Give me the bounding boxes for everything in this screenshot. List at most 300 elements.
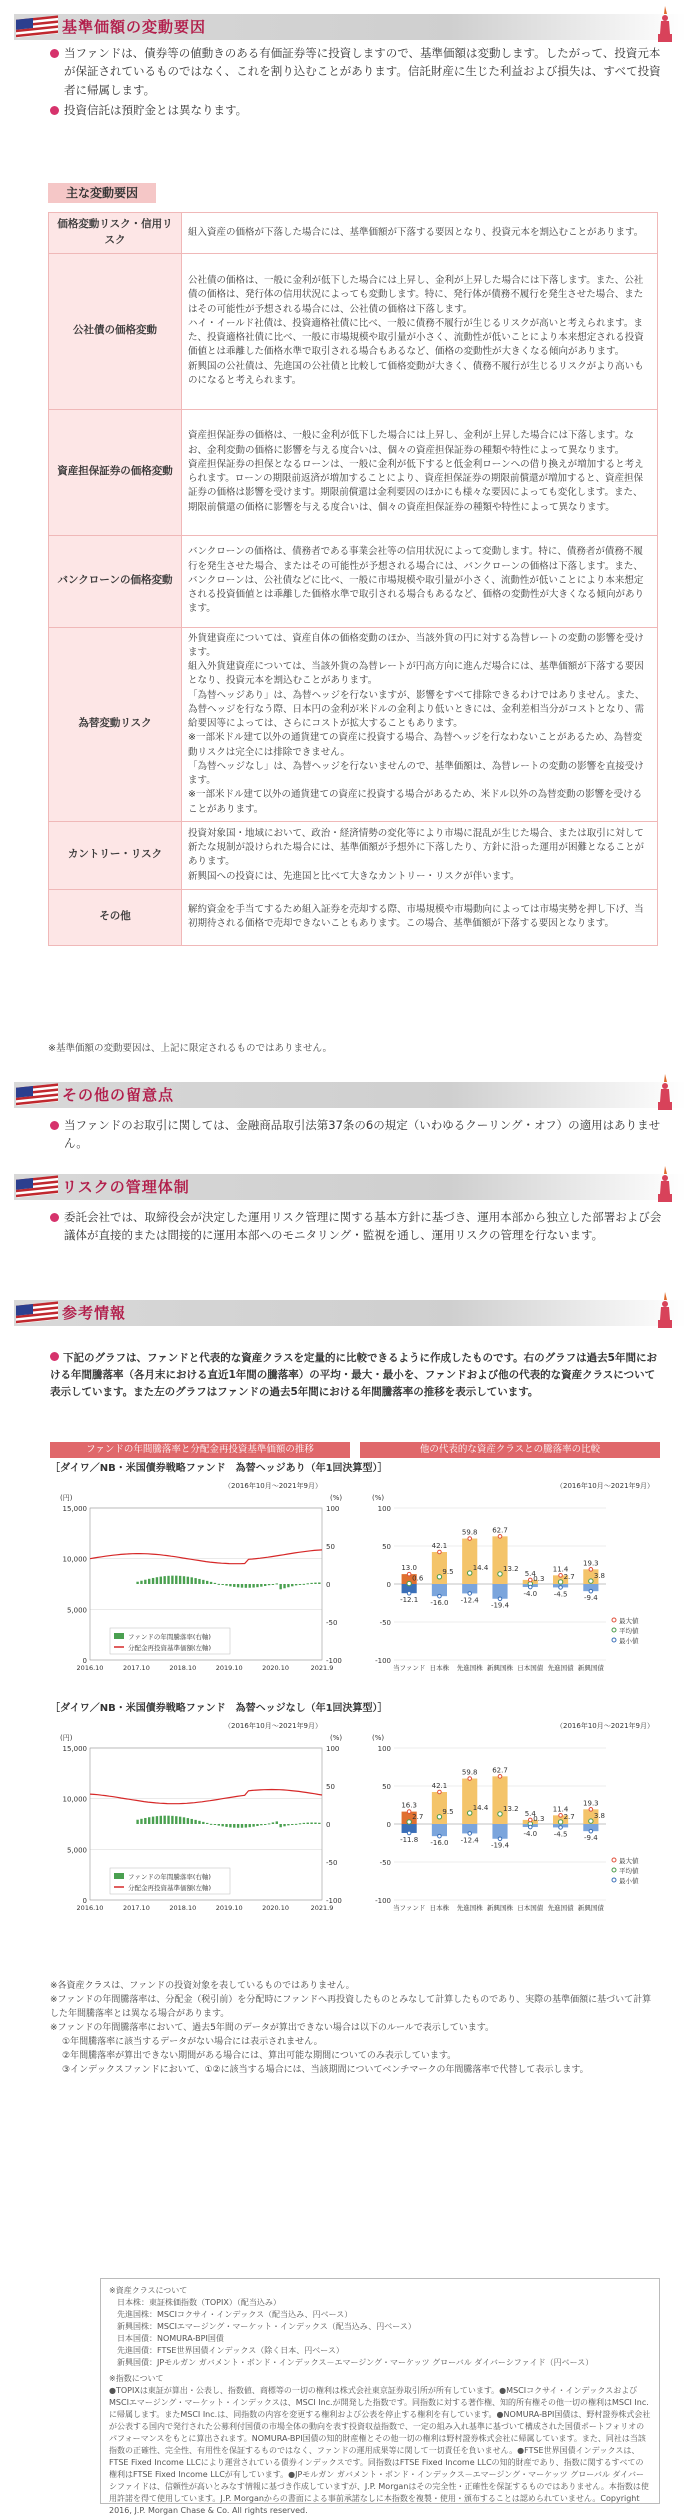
bullet-item: 委託会社では、取締役会が決定した運用リスク管理に関する基本方針に基づき、運用本部から独立した部署および会議体が直接的または間接的に運用本部へのモニタリング・監視を通し、運用リスクの管理を行ないます。 <box>50 1208 670 1245</box>
fund-return-bar <box>221 1824 223 1826</box>
max-marker <box>498 1535 502 1539</box>
max-marker <box>498 1775 502 1779</box>
fund-return-bar <box>283 1584 285 1588</box>
section-title: リスクの管理体制 <box>62 1178 190 1196</box>
fund-return-bar <box>256 1584 258 1587</box>
x-tick-label: 2019.10 <box>215 1904 243 1912</box>
max-marker <box>407 1810 411 1814</box>
fund-return-bar <box>160 1816 162 1824</box>
right-tick-label: 50 <box>326 1543 335 1551</box>
min-value-label: -9.4 <box>584 1834 598 1843</box>
fund-return-bar <box>171 1816 173 1824</box>
max-value-label: 11.4 <box>552 1805 569 1814</box>
category-label: 新興国債 <box>577 1664 604 1672</box>
avg-value-label: 0.6 <box>412 1574 424 1583</box>
fund-return-bar <box>191 1577 193 1584</box>
fund-return-bar <box>260 1584 262 1587</box>
right-tick-label: 0 <box>326 1821 331 1829</box>
left-tick-label: 0 <box>82 1657 87 1665</box>
table-row <box>49 627 658 821</box>
right-tick-label: -100 <box>326 1657 342 1665</box>
y-axis-unit: (%) <box>372 1494 385 1502</box>
left-tick-label: 10,000 <box>62 1795 87 1804</box>
fund-return-bar <box>175 1576 177 1584</box>
table-row <box>49 821 658 889</box>
avg-marker <box>558 1820 562 1824</box>
y-tick-label: 50 <box>382 1543 391 1551</box>
statue-of-liberty-icon <box>652 1290 678 1330</box>
min-value-label: -9.4 <box>584 1594 598 1603</box>
index-line: 先進国債：FTSE世界国債インデックス（除く日本、円ベース） <box>117 2346 344 2355</box>
min-marker <box>589 1829 593 1833</box>
footnote: ※ファンドの年間騰落率において、過去5年間のデータが算出できない場合は以下のルールで表示しています。 <box>50 2022 495 2033</box>
avg-value-label: 14.4 <box>472 1564 489 1573</box>
x-tick-label: 2020.10 <box>262 1664 290 1672</box>
legend-avg-marker <box>612 1868 616 1872</box>
factor-table <box>48 212 658 946</box>
fund-return-bar <box>202 1822 204 1824</box>
min-value-label: -16.0 <box>430 1839 449 1848</box>
min-marker <box>468 1592 472 1596</box>
nav-history-chart-hedged <box>50 1478 360 1688</box>
table-row <box>49 213 658 254</box>
min-value-label: -12.4 <box>460 1836 479 1845</box>
fund-return-bar <box>167 1816 169 1824</box>
risk-management-bullets <box>50 1208 670 1247</box>
legend-label-fund: ファンドの年間騰落率(右軸) <box>128 1873 211 1881</box>
fund-return-bar <box>272 1584 274 1585</box>
fund-return-bar <box>310 1822 312 1824</box>
left-chart-header: ファンドの年間騰落率と分配金再投資基準価額の推移 <box>50 1442 350 1458</box>
legend-max-marker <box>612 1618 616 1622</box>
factor-body: 外貨建資産については、資産自体の価格変動のほか、当該外貨の円に対する為替レートの変動の影響を受けます。 組入外貨建資産については、当該外貨の為替レートが円高方向に進んだ場合には、基準価額が下落する要因となり、投資元本を割込むことがあります。 「為替ヘッジあり」は、為替ヘッジを行ないますが、影響をすべて排除できるわけではありません。また、為替ヘッジを行なう際、日本円の金利が米ドルの金利より低いときには、金利差相当分がコストとなり、需給要因等によっては、さらにコストが拡大することもあります。 ※一部米ドル建て以外の通貨建ての資産に投資する場合、為替ヘッジを行なわないことがあるため、為替変動リスクは完全には排除できません。 「為替ヘッジなし」は、為替ヘッジを行ないませんので、基準価額は、為替レートの変動の影響を直接受けます。 ※一部米ドル建て以外の通貨建ての資産に投資する場合があるため、米ドル以外の為替変動の影響を受けることがあります。 <box>182 627 658 821</box>
max-marker <box>559 1574 563 1578</box>
max-marker <box>438 1550 442 1554</box>
fund-return-bar <box>318 1582 320 1584</box>
fund-return-bar <box>163 1816 165 1824</box>
y-tick-label: -100 <box>375 1897 391 1905</box>
chart-period: （2016年10月～2021年9月） <box>224 1722 322 1730</box>
max-value-label: 59.8 <box>461 1768 478 1777</box>
fund-title-hedged: ［ダイワ／NB・米国債券戦略ファンド 為替ヘッジあり（年1回決算型）］ <box>50 1463 388 1474</box>
fund-return-bar <box>249 1824 251 1827</box>
min-value-label: -12.1 <box>400 1596 419 1605</box>
avg-value-label: 13.2 <box>503 1564 519 1573</box>
fund-return-bar <box>268 1823 270 1824</box>
index-line: 先進国株：MSCIコクサイ・インデックス（配当込み、円ベース） <box>117 2310 353 2319</box>
legend-max-label: 最大値 <box>619 1617 639 1625</box>
fund-return-bar <box>191 1819 193 1824</box>
avg-value-label: 9.5 <box>442 1807 454 1816</box>
avg-marker <box>558 1580 562 1584</box>
fund-return-bar <box>279 1824 281 1827</box>
footnote: ※ファンドの年間騰落率は、分配金（税引前）を分配時にファンドへ再投資したものとみなして計算したものであり、実際の基準価額に基づいて計算した年間騰落率とは異なる場合があります。 <box>50 1994 652 2019</box>
us-flag-icon <box>14 1174 60 1200</box>
bullet-item: 当ファンドは、債券等の値動きのある有価証券等に投資しますので、基準価額は変動します。したがって、投資元本が保証されているものではなく、これを割り込むことがあります。信託財産に生じた利益および損失は、すべて投資者に帰属します。 <box>50 44 670 99</box>
min-value-label: -16.0 <box>430 1599 449 1608</box>
left-axis-unit: (円) <box>60 1734 73 1742</box>
fund-return-bar <box>194 1820 196 1824</box>
min-marker <box>589 1589 593 1593</box>
factor-head: 為替変動リスク <box>49 627 182 821</box>
avg-marker <box>589 1819 593 1823</box>
min-value-label: -4.5 <box>553 1590 568 1599</box>
avg-value-label: 14.4 <box>472 1804 489 1813</box>
section-title: その他の留意点 <box>62 1086 175 1104</box>
left-tick-label: 0 <box>82 1897 87 1905</box>
avg-marker <box>498 1812 502 1816</box>
fund-return-bar <box>303 1584 305 1585</box>
factor-head: カントリー・リスク <box>49 821 182 889</box>
section-header-reference <box>14 1300 686 1326</box>
category-label: 新興国株 <box>487 1664 513 1672</box>
fund-return-bar <box>287 1824 289 1825</box>
fund-return-bar <box>183 1817 185 1824</box>
statue-of-liberty-icon <box>652 1164 678 1204</box>
y-tick-label: 0 <box>386 1821 391 1829</box>
chart-period: （2016年10月～2021年9月） <box>556 1722 654 1730</box>
fund-return-bar <box>229 1824 231 1827</box>
y-tick-label: 100 <box>377 1505 391 1513</box>
fund-return-bar <box>264 1584 266 1586</box>
fund-return-bar <box>206 1823 208 1824</box>
us-flag-icon <box>14 1082 60 1108</box>
factor-head: バンクローンの価格変動 <box>49 535 182 627</box>
fund-return-bar <box>264 1824 266 1825</box>
avg-marker <box>407 1820 411 1824</box>
max-marker <box>438 1790 442 1794</box>
right-axis-unit: (%) <box>330 1734 343 1742</box>
fund-return-bar <box>303 1823 305 1824</box>
max-marker <box>528 1578 532 1582</box>
x-tick-label: 2017.10 <box>122 1664 150 1672</box>
fund-return-bar <box>299 1823 301 1824</box>
fund-return-bar <box>144 1580 146 1584</box>
footnote: ②年間騰落率が算出できない期間がある場合には、算出可能な期間についてのみ表示しています。 <box>62 2050 457 2061</box>
fund-return-bar <box>279 1584 281 1589</box>
nav-history-chart-unhedged <box>50 1718 360 1928</box>
fund-return-bar <box>148 1579 150 1584</box>
avg-marker <box>468 1811 472 1815</box>
nav-line <box>90 1550 322 1564</box>
fund-title-unhedged: ［ダイワ／NB・米国債券戦略ファンド 為替ヘッジなし（年1回決算型）］ <box>50 1703 388 1714</box>
footnote: ※各資産クラスは、ファンドの投資対象を表しているものではありません。 <box>50 1981 355 1991</box>
index-line: 新興国債：JPモルガン ガバメント・ボンド・インデックス－エマージング・マーケッツ グローバル ダイバーシファイド（円ベース） <box>117 2358 594 2367</box>
fund-return-bar <box>276 1821 278 1824</box>
factor-head: 資産担保証券の価格変動 <box>49 409 182 535</box>
section-title: 参考情報 <box>62 1304 127 1322</box>
x-tick-label: 2016.10 <box>76 1664 104 1672</box>
avg-value-label: 0.3 <box>533 1574 545 1583</box>
max-marker <box>407 1572 411 1576</box>
min-value-label: -19.4 <box>490 1601 510 1610</box>
fund-return-bar <box>179 1817 181 1824</box>
fund-return-bar <box>252 1584 254 1588</box>
right-tick-label: 100 <box>326 1745 340 1753</box>
fund-return-bar <box>187 1577 189 1584</box>
legend-avg-marker <box>612 1628 616 1632</box>
min-marker <box>559 1586 563 1590</box>
left-tick-label: 10,000 <box>62 1555 87 1564</box>
legend-label-nav: 分配金再投資基準価額(左軸) <box>128 1884 212 1892</box>
fund-return-bar <box>252 1824 254 1827</box>
min-marker <box>438 1594 442 1598</box>
avg-marker <box>589 1579 593 1583</box>
main-factors-label: 主な変動要因 <box>48 183 156 203</box>
fund-return-bar <box>245 1824 247 1828</box>
price-factor-bullets <box>50 44 670 122</box>
avg-marker <box>437 1815 441 1819</box>
fund-return-bar <box>229 1584 231 1586</box>
max-value-label: 62.7 <box>492 1526 508 1535</box>
x-tick-label: 2018.10 <box>169 1904 197 1912</box>
avg-marker <box>498 1572 502 1576</box>
statue-of-liberty-icon <box>652 1072 678 1112</box>
min-marker <box>559 1826 563 1830</box>
legend-avg-label: 平均値 <box>619 1867 639 1875</box>
min-value-label: -4.0 <box>523 1590 538 1599</box>
fund-return-bar <box>295 1584 297 1585</box>
fund-return-bar <box>256 1824 258 1826</box>
fund-return-bar <box>276 1583 278 1584</box>
index-line: 日本株：東証株価指数（TOPIX）（配当込み） <box>117 2298 281 2307</box>
max-bar <box>492 1776 507 1824</box>
index-line: ●TOPIXは東証が算出・公表し、指数値、商標等の一切の権利は株式会社東京証券取引所が所有しています。●MSCIコクサイ・インデックスおよびMSCIエマージング・マーケット・インデックスは、MSCI Inc.が開発した指数です。同指数に対する著作権、知的所有権その他一切の権利はMSCI Inc.に帰属します。またMSCI Inc.は、同指数の内容を変更する権利および公表を停止する権利を有しています。●NOMURA-BPI国債は、野村證券株式会社が公表する国内で発行された公募利付国債の市場全体の動向を表す投資収益指数で、一定の組み入れ基準に基づいて構成された国債ポートフォリオのパフォーマンスをもとに算出されます。NOMURA-BPI国債の知的財産権とその他一切の権利は野村證券株式会社に帰属しています。また、同社は当該指数の正確性、完全性、有用性を保証するものではなく、ファンドの運用成果等に関して一切責任を負いません。●FTSE世界国債インデックスは、FTSE Fixed Income LLCにより運営されている債券インデックスです。同指数はFTSE Fixed Income LLCの知的財産であり、指数に関するすべての権利はFTSE Fixed Income LLCが有しています。●JPモルガン ガバメント・ボンド・インデックス－エマージング・マーケッツ グローバル ダイバーシファイドは、信頼性が高いとみなす情報に基づき作成していますが、J.P. Morganはその完全性・正確性を保証するものではありません。本指数は使用許諾を得て使用しています。J.P. Morganからの書面による事前承諾なしに本指数を複製・使用・頒布することは認められていません。Copyright 2016, J.P. Morgan Chase & Co. All rights reserved. <box>109 2386 651 2515</box>
legend-max-label: 最大値 <box>619 1857 639 1865</box>
fund-return-bar <box>272 1822 274 1824</box>
factor-head: 価格変動リスク・信用リスク <box>49 213 182 254</box>
fund-return-bar <box>287 1584 289 1587</box>
category-label: 日本国債 <box>517 1904 544 1912</box>
fund-return-bar <box>218 1824 220 1826</box>
category-label: 当ファンド <box>392 1904 426 1912</box>
category-label: 日本株 <box>429 1904 450 1912</box>
min-marker <box>407 1591 411 1595</box>
min-value-label: -11.8 <box>400 1835 419 1844</box>
max-marker <box>589 1568 593 1572</box>
factor-body: 公社債の価格は、一般に金利が低下した場合には上昇し、金利が上昇した場合には下落します。また、公社債の価格は、発行体の信用状況によっても変動します。特に、発行体が債務不履行を発生させた場合、またはその可能性が予想される場合には、公社債の価格は下落します。 ハイ・イールド社債は、投資適格社債に比べ、一般に債務不履行が生じるリスクが高いと考えられます。また、投資適格社債に比べ、一般に市場規模や取引量が小さく、流動性が低いことにより本来想定される投資価値とは乖離した価格水準で取引される場合もあるなど、価格の変動性が大きくなる傾向があります。 新興国の公社債は、先進国の公社債と比較して価格変動が大きく、債務不履行が生じるリスクがより高いものになると考えられます。 <box>182 253 658 409</box>
max-marker <box>468 1777 472 1781</box>
min-marker <box>528 1585 532 1589</box>
nav-line <box>90 1790 322 1804</box>
fund-return-bar <box>144 1818 146 1824</box>
right-tick-label: 100 <box>326 1505 340 1513</box>
fund-return-bar <box>268 1584 270 1585</box>
chart-period: （2016年10月～2021年9月） <box>556 1482 654 1490</box>
fund-return-bar <box>210 1824 212 1825</box>
section-header-price-factors <box>14 14 686 40</box>
section-header-other-notes <box>14 1082 686 1108</box>
table-row <box>49 253 658 409</box>
fund-return-bar <box>237 1824 239 1828</box>
fund-return-bar <box>198 1821 200 1824</box>
left-tick-label: 15,000 <box>62 1745 87 1753</box>
factor-head: 公社債の価格変動 <box>49 253 182 409</box>
fund-return-bar <box>171 1576 173 1584</box>
y-tick-label: 100 <box>377 1745 391 1753</box>
x-tick-label: 2017.10 <box>122 1904 150 1912</box>
y-tick-label: -50 <box>379 1859 391 1867</box>
us-flag-icon <box>14 14 60 40</box>
avg-value-label: 9.5 <box>442 1567 454 1576</box>
category-label: 新興国債 <box>577 1904 604 1912</box>
index-description-box <box>100 2278 660 2515</box>
factor-body: 投資対象国・地域において、政治・経済情勢の変化等により市場に混乱が生じた場合、または取引に対して新たな規制が設けられた場合には、基準価額が予想外に下落したり、方針に沿った運用が困難となることがあります。 新興国への投資には、先進国と比べて大きなカントリー・リスクが伴います。 <box>182 821 658 889</box>
index-line: ※指数について <box>109 2374 164 2383</box>
min-marker <box>407 1831 411 1835</box>
bullet-item: 投資信託は預貯金とは異なります。 <box>50 101 670 119</box>
us-flag-icon <box>14 1300 60 1326</box>
left-tick-label: 5,000 <box>66 1606 87 1615</box>
left-tick-label: 5,000 <box>66 1846 87 1855</box>
right-tick-label: 0 <box>326 1581 331 1589</box>
right-tick-label: -50 <box>326 1859 338 1867</box>
fund-return-bar <box>314 1823 316 1824</box>
category-label: 新興国株 <box>487 1904 513 1912</box>
factor-body: バンクローンの価格は、債務者である事業会社等の信用状況によって変動します。特に、債務者が債務不履行を発生させた場合、またはその可能性が予想される場合には、バンクローンの価格は下落します。また、バンクローンは、公社債などに比べ、一般に市場規模や取引量が小さく、流動性が低いことにより本来想定される投資価値とは乖離した価格水準で取引される場合もあるなど、価格の変動性が大きくなる傾向があります。 <box>182 535 658 627</box>
statue-of-liberty-icon <box>652 4 678 44</box>
fund-return-bar <box>310 1583 312 1584</box>
fund-return-bar <box>233 1824 235 1828</box>
max-value-label: 5.4 <box>524 1569 536 1578</box>
fund-return-bar <box>221 1584 223 1585</box>
max-value-label: 11.4 <box>552 1565 569 1574</box>
legend-min-label: 最小値 <box>619 1637 639 1645</box>
fund-return-bar <box>283 1824 285 1826</box>
fund-return-bar <box>136 1820 138 1824</box>
fund-return-bar <box>140 1819 142 1824</box>
max-value-label: 59.8 <box>461 1528 478 1537</box>
max-value-label: 19.3 <box>583 1559 599 1568</box>
category-label: 先進国株 <box>456 1904 483 1912</box>
fund-return-bar <box>245 1584 247 1588</box>
footnote: ①年間騰落率に該当するデータがない場合には表示されません。 <box>62 2036 323 2047</box>
legend-swatch-fund <box>114 1873 124 1879</box>
max-value-label: 42.1 <box>431 1542 448 1551</box>
right-tick-label: -50 <box>326 1619 338 1627</box>
legend-min-marker <box>612 1638 616 1642</box>
bullet-dot-icon <box>50 1352 59 1361</box>
fund-return-bar <box>225 1824 227 1827</box>
bullet-item: 当ファンドのお取引に関しては、金融商品取引法第37条の6の規定（いわゆるクーリング・オフ）の適用はありません。 <box>50 1116 670 1153</box>
max-value-label: 62.7 <box>492 1766 508 1775</box>
avg-value-label: 13.2 <box>503 1804 519 1813</box>
fund-return-bar <box>156 1577 158 1584</box>
category-label: 先進国株 <box>456 1664 483 1672</box>
fund-return-bar <box>194 1578 196 1584</box>
avg-marker <box>468 1571 472 1575</box>
x-tick-label: 2019.10 <box>215 1664 243 1672</box>
table-row <box>49 409 658 535</box>
fund-return-bar <box>295 1824 297 1825</box>
fund-return-bar <box>152 1578 154 1584</box>
y-tick-label: 0 <box>386 1581 391 1589</box>
max-bar <box>462 1779 477 1824</box>
avg-value-label: 2.7 <box>563 1812 575 1821</box>
asset-class-comparison-chart-hedged <box>360 1478 660 1688</box>
asset-class-comparison-chart-unhedged <box>360 1718 660 1928</box>
min-marker <box>468 1832 472 1836</box>
fund-return-bar <box>249 1584 251 1588</box>
fund-return-bar <box>206 1581 208 1584</box>
fund-return-bar <box>179 1576 181 1584</box>
fund-return-bar <box>218 1584 220 1585</box>
fund-return-bar <box>214 1583 216 1584</box>
max-marker <box>559 1814 563 1818</box>
section-header-risk-management <box>14 1174 686 1200</box>
fund-return-bar <box>299 1584 301 1585</box>
y-tick-label: -50 <box>379 1619 391 1627</box>
fund-return-bar <box>148 1817 150 1824</box>
x-tick-label: 2021.9 <box>310 1664 334 1672</box>
y-axis-unit: (%) <box>372 1734 385 1742</box>
fund-return-bar <box>241 1584 243 1588</box>
fund-return-bar <box>291 1584 293 1586</box>
min-marker <box>528 1825 532 1829</box>
avg-marker <box>407 1581 411 1585</box>
max-marker <box>528 1818 532 1822</box>
min-value-label: -4.5 <box>553 1830 568 1839</box>
x-tick-label: 2021.9 <box>310 1904 334 1912</box>
reference-intro: 下記のグラフは、ファンドと代表的な資産クラスを定量的に比較できるように作成したものです。右のグラフは過去5年間における年間騰落率（各月末における直近1年間の騰落率）の平均・最大・最小を、ファンドおよび他の代表的な資産クラスについて表示しています。また左のグラフはファンドの過去5年間における年間騰落率の推移を表示しています。 <box>50 1352 657 1398</box>
legend-label-fund: ファンドの年間騰落率(右軸) <box>128 1633 211 1641</box>
min-value-label: -4.0 <box>523 1830 538 1839</box>
fund-return-bar <box>198 1579 200 1584</box>
left-axis-unit: (円) <box>60 1494 73 1502</box>
avg-value-label: 0.3 <box>533 1814 545 1823</box>
table-row <box>49 889 658 945</box>
fund-return-bar <box>241 1824 243 1828</box>
right-tick-label: -100 <box>326 1897 342 1905</box>
legend-max-marker <box>612 1858 616 1862</box>
category-label: 先進国債 <box>547 1904 574 1912</box>
factor-body: 組入資産の価格が下落した場合には、基準価額が下落する要因となり、投資元本を割込むことがあります。 <box>182 213 658 254</box>
legend-min-label: 最小値 <box>619 1877 639 1885</box>
fund-return-bar <box>307 1583 309 1584</box>
avg-marker <box>437 1575 441 1579</box>
max-value-label: 13.0 <box>401 1564 417 1573</box>
other-notes-bullets <box>50 1116 670 1155</box>
avg-value-label: 2.7 <box>412 1812 424 1821</box>
fund-return-bar <box>140 1581 142 1584</box>
max-bar <box>462 1539 477 1584</box>
max-value-label: 42.1 <box>431 1782 448 1791</box>
right-chart-header: 他の代表的な資産クラスとの騰落率の比較 <box>360 1442 660 1458</box>
right-tick-label: 50 <box>326 1783 335 1791</box>
fund-return-bar <box>233 1584 235 1587</box>
max-bar <box>492 1536 507 1584</box>
chart-footnotes <box>50 1980 660 2078</box>
fund-return-bar <box>291 1824 293 1825</box>
max-value-label: 19.3 <box>583 1799 599 1808</box>
fund-return-bar <box>163 1576 165 1584</box>
fund-return-bar <box>214 1824 216 1825</box>
table-row <box>49 535 658 627</box>
factor-body: 解約資金を手当てするため組入証券を売却する際、市場規模や市場動向によっては市場実勢を押し下げ、当初期待される価格で売却できないこともあります。この場合、基準価額が下落する要因となります。 <box>182 889 658 945</box>
index-line: ※資産クラスについて <box>109 2286 188 2295</box>
fund-return-bar <box>307 1823 309 1824</box>
category-label: 日本国債 <box>517 1664 544 1672</box>
legend-swatch-fund <box>114 1633 124 1639</box>
min-value-label: -19.4 <box>490 1841 510 1850</box>
fund-return-bar <box>225 1584 227 1586</box>
legend-avg-label: 平均値 <box>619 1627 639 1635</box>
category-label: 当ファンド <box>392 1664 426 1672</box>
max-marker <box>468 1537 472 1541</box>
x-tick-label: 2016.10 <box>76 1904 104 1912</box>
left-tick-label: 15,000 <box>62 1505 87 1513</box>
index-line: 新興国株：MSCIエマージング・マーケット・インデックス（配当込み、円ベース） <box>117 2322 416 2331</box>
